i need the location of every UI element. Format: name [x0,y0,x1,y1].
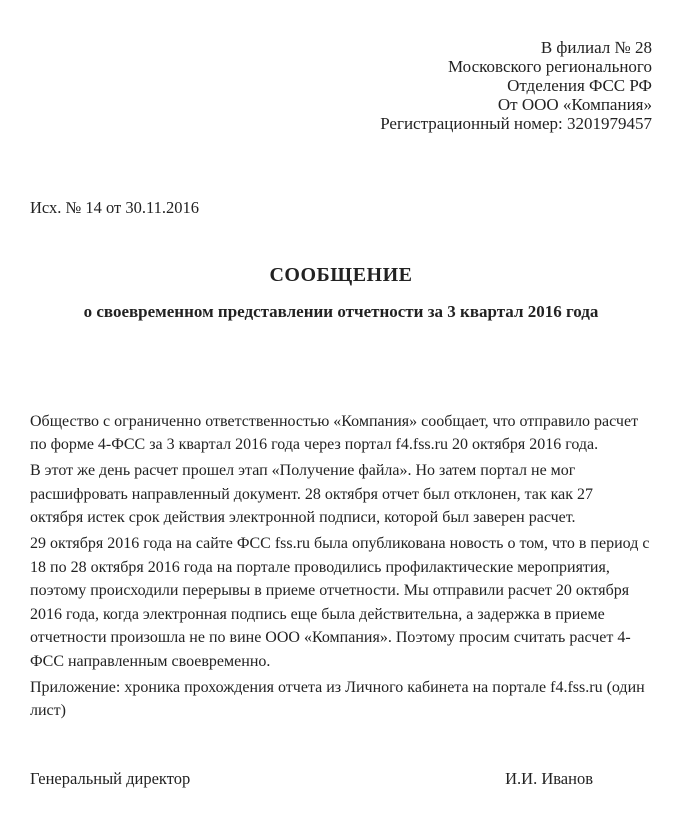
body-paragraph [30,410,652,457]
document-title: СООБЩЕНИЕ [269,263,413,286]
recipient-line: Регистрационный номер: 3201979457 [380,114,652,133]
body-paragraph [30,459,652,530]
recipient-line: Московского регионального [447,57,652,76]
paragraph-line: октября истек срок действия электронной подписи, которой был заверен расчет. [30,509,576,526]
document-subtitle: о своевременном представлении отчетности за 3 квартал 2016 года [83,301,599,321]
letter-body [30,410,652,723]
recipient-line: В филиал № 28 [540,38,652,57]
paragraph-line: отчетности произошла не по вине ООО «Компания». Поэтому просим считать расчет 4- [30,629,631,646]
paragraph-line: по форме 4-ФСС за 3 квартал 2016 года через портал f4.fss.ru 20 октября 2016 года. [30,436,599,453]
recipient-line: От ООО «Компания» [497,95,652,114]
paragraph-line: Общество с ограниченно ответственностью «Компания» сообщает, что отправило расчет [30,412,639,430]
paragraph-line: расшифровать направленный документ. 28 октября отчет был отклонен, так как 27 [30,485,594,503]
outgoing-number: Исх. № 14 от 30.11.2016 [30,198,200,217]
signature-name: И.И. Иванов [505,768,593,788]
paragraph-line: 2016 года, когда электронная подпись еще была действительна, а задержка в приеме [30,605,605,623]
recipient-line: Отделения ФСС РФ [507,76,652,95]
signature-row [30,767,652,791]
paragraph-line: ФСС направленным своевременно. [30,652,271,670]
paragraph-line: 18 по 28 октября 2016 года на портале проводились профилактические мероприятия, [30,558,610,576]
attachment-paragraph [30,676,652,723]
paragraph-line: 29 октября 2016 года на сайте ФСС fss.ru была опубликована новость о том, что в период с [30,535,650,552]
recipient-block [30,38,652,133]
paragraph-line: Приложение: хроника прохождения отчета из Личного кабинета на портале f4.fss.ru (один [30,678,645,696]
paragraph-line: поэтому происходили перерывы в приеме отчетности. Мы отправили расчет 20 октября [30,582,630,599]
signature-role: Генеральный директор [30,768,191,788]
body-paragraph [30,532,652,673]
paragraph-line: В этот же день расчет прошел этап «Получение файла». Но затем портал не мог [30,462,576,479]
paragraph-line: лист) [30,702,66,719]
